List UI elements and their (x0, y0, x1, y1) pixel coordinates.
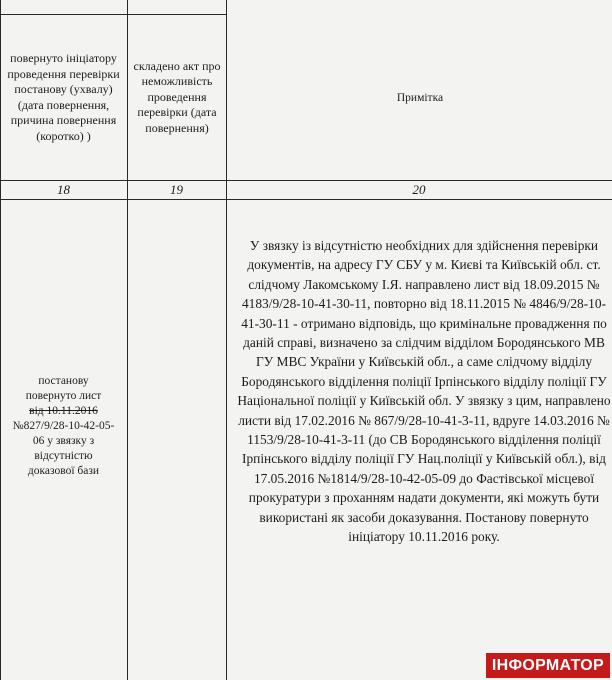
col-18-line: повернуто лист (25, 389, 102, 402)
col-18-line: відсутністю (34, 449, 93, 462)
column-20-header (228, 15, 612, 180)
col-18-line: №827/9/28-10-42-05- (12, 419, 115, 432)
table-number-row-line (0, 199, 612, 200)
col-18-line: доказової бази (27, 464, 100, 477)
row-1-col-18-cell (2, 346, 125, 506)
column-number-20: 20 (412, 182, 426, 197)
note-text: У звязку із відсутністю необхідних для здійснення перевірки документів, на адресу ГУ СБУ у м. Києві та Київській обл. ст. слідчому Лакомському І.Я. направлено лист від 18.09.2015 № 4183/9/28-10-41-30-11, повторно від 18.11.2015 № 4846/9/28-10-41-30-11 - отримано відповідь, що кримінальне провадження по даній справі, визначено за слідчим відділом Бородянського МВ ГУ МВС України у Київській обл., а саме слідчому відділу Бородянського відділення поліції Ірпінського відділу поліції ГУ Національної поліції у Київській обл. У звязку з цим, направлено листи від 17.02.2016 № 867/9/28-10-41-3-11, вдруге 14.03.2016 № 1153/9/28-10-41-3-11 (до СВ Бородянського відділення поліції Ірпінського відділу поліції ГУ Нац.поліції у Київській обл.), від 17.05.2016 №1814/9/28-10-42-05-09 до Фастівської місцевої прокуратури з проханням надати документи, які можуть бути використані як засоби доказування. Постанову повернуто ініціатору 10.11.2016 року. (237, 238, 611, 545)
table-divider-1 (127, 0, 128, 680)
table-divider-2 (226, 0, 227, 680)
column-20-header-text: Примітка (396, 91, 444, 104)
column-18-header-text: повернуто ініціатору проведення перевірки постанову (ухвалу) (дата повернення, причина повернення (коротко) ) (7, 51, 120, 143)
col-18-line-struck: від 10.11.2016 (29, 404, 98, 417)
column-19-header-text: складено акт про неможливість проведення перевірки (дата повернення) (133, 58, 221, 135)
row-1-col-20-note (232, 236, 612, 632)
table-border-left (0, 0, 1, 680)
col-18-line: постанову (38, 374, 89, 387)
column-19-header (130, 15, 224, 180)
column-number-18: 18 (57, 182, 70, 197)
informator-logo: ІНФОРМАТОР (486, 653, 610, 678)
column-18-header (2, 15, 125, 180)
col-18-line: 06 у звязку з (32, 434, 95, 447)
column-number-19: 19 (170, 182, 183, 197)
